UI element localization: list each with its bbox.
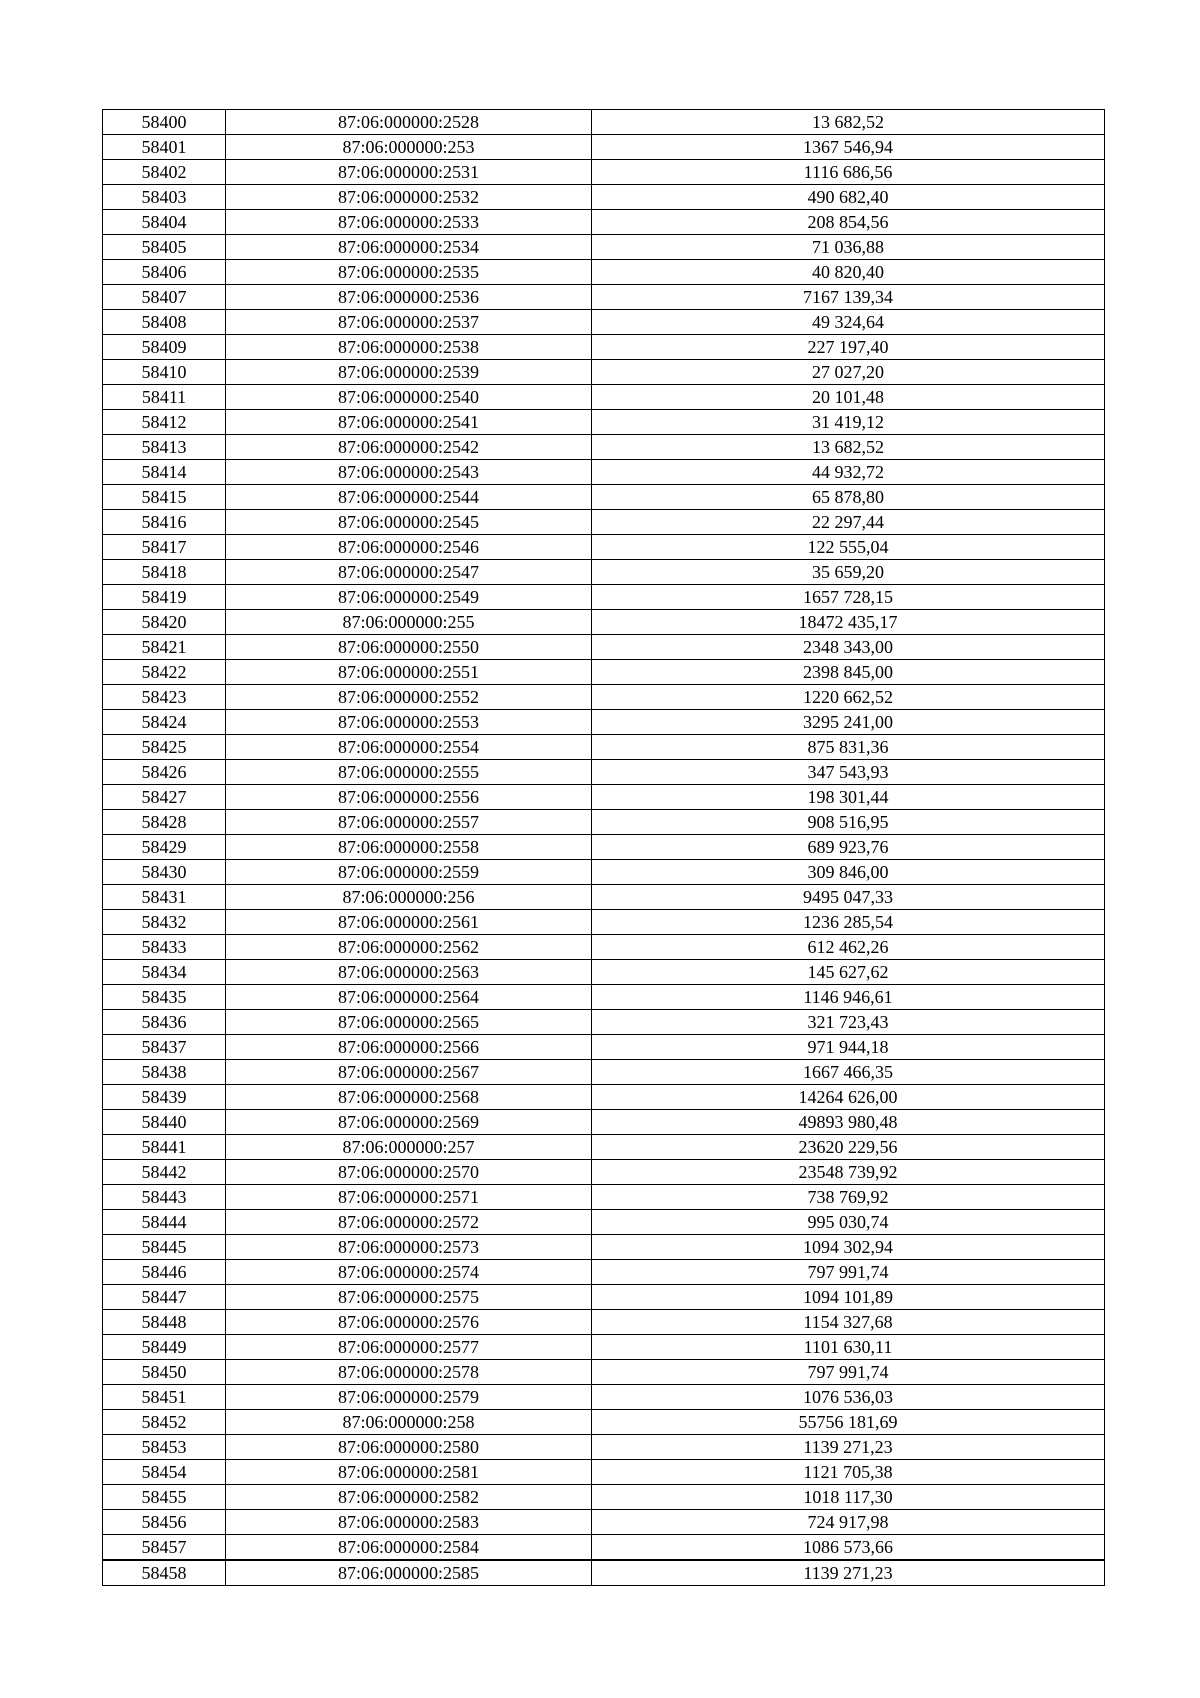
row-number-cell: 58450: [103, 1360, 226, 1385]
cadastral-number-cell: 87:06:000000:2568: [226, 1085, 592, 1110]
table-row: [103, 1360, 1105, 1385]
row-number-cell: 58415: [103, 485, 226, 510]
value-cell: 612 462,26: [592, 935, 1105, 960]
table-row: [103, 1210, 1105, 1235]
value-cell: 1667 466,35: [592, 1060, 1105, 1085]
value-cell: 1094 101,89: [592, 1285, 1105, 1310]
cadastral-number-cell: 87:06:000000:2553: [226, 710, 592, 735]
row-number-cell: 58442: [103, 1160, 226, 1185]
row-number-cell: 58409: [103, 335, 226, 360]
cadastral-number-cell: 87:06:000000:2557: [226, 810, 592, 835]
table-row: [103, 760, 1105, 785]
value-cell: 9495 047,33: [592, 885, 1105, 910]
cadastral-number-cell: 87:06:000000:2583: [226, 1510, 592, 1535]
cadastral-number-cell: 87:06:000000:2545: [226, 510, 592, 535]
row-number-cell: 58440: [103, 1110, 226, 1135]
row-number-cell: 58412: [103, 410, 226, 435]
value-cell: 1121 705,38: [592, 1460, 1105, 1485]
row-number-cell: 58426: [103, 760, 226, 785]
row-number-cell: 58444: [103, 1210, 226, 1235]
cadastral-number-cell: 87:06:000000:2578: [226, 1360, 592, 1385]
row-number-cell: 58449: [103, 1335, 226, 1360]
table-row: [103, 435, 1105, 460]
cadastral-number-cell: 87:06:000000:2540: [226, 385, 592, 410]
cadastral-number-cell: 87:06:000000:2556: [226, 785, 592, 810]
row-number-cell: 58418: [103, 560, 226, 585]
cadastral-number-cell: 87:06:000000:2576: [226, 1310, 592, 1335]
value-cell: 27 027,20: [592, 360, 1105, 385]
row-number-cell: 58436: [103, 1010, 226, 1035]
table-row: [103, 1560, 1105, 1586]
table-row: [103, 110, 1105, 135]
value-cell: 1367 546,94: [592, 135, 1105, 160]
row-number-cell: 58446: [103, 1260, 226, 1285]
row-number-cell: 58439: [103, 1085, 226, 1110]
table-row: [103, 735, 1105, 760]
row-number-cell: 58430: [103, 860, 226, 885]
table-row: [103, 135, 1105, 160]
row-number-cell: 58454: [103, 1460, 226, 1485]
cadastral-number-cell: 87:06:000000:2579: [226, 1385, 592, 1410]
cadastral-number-cell: 87:06:000000:256: [226, 885, 592, 910]
table-row: [103, 1260, 1105, 1285]
cadastral-number-cell: 87:06:000000:2555: [226, 760, 592, 785]
value-cell: 2398 845,00: [592, 660, 1105, 685]
table-body: [103, 110, 1105, 1586]
cadastral-number-cell: 87:06:000000:2534: [226, 235, 592, 260]
cadastral-number-cell: 87:06:000000:2565: [226, 1010, 592, 1035]
value-cell: 724 917,98: [592, 1510, 1105, 1535]
value-cell: 31 419,12: [592, 410, 1105, 435]
table-row: [103, 485, 1105, 510]
table-row: [103, 610, 1105, 635]
table-row: [103, 410, 1105, 435]
cadastral-number-cell: 87:06:000000:2541: [226, 410, 592, 435]
data-table: [102, 109, 1105, 1586]
row-number-cell: 58422: [103, 660, 226, 685]
value-cell: 7167 139,34: [592, 285, 1105, 310]
value-cell: 1146 946,61: [592, 985, 1105, 1010]
cadastral-number-cell: 87:06:000000:2536: [226, 285, 592, 310]
cadastral-number-cell: 87:06:000000:2549: [226, 585, 592, 610]
table-row: [103, 335, 1105, 360]
table-row: [103, 360, 1105, 385]
table-row: [103, 810, 1105, 835]
row-number-cell: 58431: [103, 885, 226, 910]
value-cell: 347 543,93: [592, 760, 1105, 785]
value-cell: 738 769,92: [592, 1185, 1105, 1210]
cadastral-number-cell: 87:06:000000:2542: [226, 435, 592, 460]
value-cell: 1236 285,54: [592, 910, 1105, 935]
value-cell: 227 197,40: [592, 335, 1105, 360]
row-number-cell: 58414: [103, 460, 226, 485]
value-cell: 1076 536,03: [592, 1385, 1105, 1410]
value-cell: 1220 662,52: [592, 685, 1105, 710]
cadastral-number-cell: 87:06:000000:2569: [226, 1110, 592, 1135]
row-number-cell: 58447: [103, 1285, 226, 1310]
cadastral-number-cell: 87:06:000000:2558: [226, 835, 592, 860]
table-row: [103, 510, 1105, 535]
row-number-cell: 58407: [103, 285, 226, 310]
value-cell: 1139 271,23: [592, 1435, 1105, 1460]
table-row: [103, 235, 1105, 260]
table-row: [103, 310, 1105, 335]
table-row: [103, 910, 1105, 935]
cadastral-number-cell: 87:06:000000:2574: [226, 1260, 592, 1285]
value-cell: 908 516,95: [592, 810, 1105, 835]
cadastral-number-cell: 87:06:000000:2570: [226, 1160, 592, 1185]
value-cell: 49 324,64: [592, 310, 1105, 335]
cadastral-number-cell: 87:06:000000:2561: [226, 910, 592, 935]
cadastral-number-cell: 87:06:000000:2539: [226, 360, 592, 385]
table-row: [103, 1185, 1105, 1210]
value-cell: 1154 327,68: [592, 1310, 1105, 1335]
value-cell: 13 682,52: [592, 110, 1105, 135]
cadastral-number-cell: 87:06:000000:2537: [226, 310, 592, 335]
value-cell: 23620 229,56: [592, 1135, 1105, 1160]
value-cell: 1116 686,56: [592, 160, 1105, 185]
row-number-cell: 58410: [103, 360, 226, 385]
row-number-cell: 58420: [103, 610, 226, 635]
table-row: [103, 560, 1105, 585]
value-cell: 689 923,76: [592, 835, 1105, 860]
table-row: [103, 1035, 1105, 1060]
cadastral-number-cell: 87:06:000000:2563: [226, 960, 592, 985]
value-cell: 13 682,52: [592, 435, 1105, 460]
cadastral-number-cell: 87:06:000000:2572: [226, 1210, 592, 1235]
row-number-cell: 58432: [103, 910, 226, 935]
table-row: [103, 1535, 1105, 1561]
row-number-cell: 58429: [103, 835, 226, 860]
value-cell: 208 854,56: [592, 210, 1105, 235]
row-number-cell: 58417: [103, 535, 226, 560]
row-number-cell: 58455: [103, 1485, 226, 1510]
cadastral-number-cell: 87:06:000000:2575: [226, 1285, 592, 1310]
row-number-cell: 58405: [103, 235, 226, 260]
table-row: [103, 1335, 1105, 1360]
cadastral-number-cell: 87:06:000000:2582: [226, 1485, 592, 1510]
value-cell: 14264 626,00: [592, 1085, 1105, 1110]
table-row: [103, 210, 1105, 235]
cadastral-number-cell: 87:06:000000:2546: [226, 535, 592, 560]
row-number-cell: 58421: [103, 635, 226, 660]
value-cell: 20 101,48: [592, 385, 1105, 410]
cadastral-number-cell: 87:06:000000:2573: [226, 1235, 592, 1260]
row-number-cell: 58408: [103, 310, 226, 335]
table-row: [103, 1485, 1105, 1510]
table-row: [103, 785, 1105, 810]
cadastral-number-cell: 87:06:000000:2571: [226, 1185, 592, 1210]
cadastral-number-cell: 87:06:000000:2584: [226, 1535, 592, 1561]
value-cell: 22 297,44: [592, 510, 1105, 535]
value-cell: 23548 739,92: [592, 1160, 1105, 1185]
cadastral-number-cell: 87:06:000000:2581: [226, 1460, 592, 1485]
row-number-cell: 58456: [103, 1510, 226, 1535]
row-number-cell: 58452: [103, 1410, 226, 1435]
table-row: [103, 685, 1105, 710]
table-row: [103, 1410, 1105, 1435]
table-row: [103, 1385, 1105, 1410]
row-number-cell: 58416: [103, 510, 226, 535]
row-number-cell: 58451: [103, 1385, 226, 1410]
value-cell: 44 932,72: [592, 460, 1105, 485]
table-row: [103, 660, 1105, 685]
row-number-cell: 58403: [103, 185, 226, 210]
row-number-cell: 58445: [103, 1235, 226, 1260]
value-cell: 321 723,43: [592, 1010, 1105, 1035]
cadastral-number-cell: 87:06:000000:2566: [226, 1035, 592, 1060]
table-row: [103, 635, 1105, 660]
table-row: [103, 1435, 1105, 1460]
value-cell: 145 627,62: [592, 960, 1105, 985]
table-row: [103, 1085, 1105, 1110]
table-row: [103, 160, 1105, 185]
cadastral-number-cell: 87:06:000000:2559: [226, 860, 592, 885]
row-number-cell: 58438: [103, 1060, 226, 1085]
value-cell: 875 831,36: [592, 735, 1105, 760]
value-cell: 18472 435,17: [592, 610, 1105, 635]
row-number-cell: 58448: [103, 1310, 226, 1335]
table-row: [103, 1460, 1105, 1485]
value-cell: 797 991,74: [592, 1260, 1105, 1285]
row-number-cell: 58437: [103, 1035, 226, 1060]
table-row: [103, 535, 1105, 560]
row-number-cell: 58441: [103, 1135, 226, 1160]
cadastral-number-cell: 87:06:000000:2544: [226, 485, 592, 510]
table-row: [103, 1235, 1105, 1260]
row-number-cell: 58423: [103, 685, 226, 710]
table-row: [103, 1110, 1105, 1135]
row-number-cell: 58406: [103, 260, 226, 285]
table-row: [103, 1135, 1105, 1160]
value-cell: 2348 343,00: [592, 635, 1105, 660]
table-row: [103, 1285, 1105, 1310]
cadastral-number-cell: 87:06:000000:2577: [226, 1335, 592, 1360]
value-cell: 35 659,20: [592, 560, 1105, 585]
cadastral-number-cell: 87:06:000000:2562: [226, 935, 592, 960]
value-cell: 49893 980,48: [592, 1110, 1105, 1135]
row-number-cell: 58435: [103, 985, 226, 1010]
value-cell: 797 991,74: [592, 1360, 1105, 1385]
cadastral-number-cell: 87:06:000000:2564: [226, 985, 592, 1010]
row-number-cell: 58402: [103, 160, 226, 185]
table-row: [103, 460, 1105, 485]
table-row: [103, 710, 1105, 735]
cadastral-number-cell: 87:06:000000:2551: [226, 660, 592, 685]
value-cell: 55756 181,69: [592, 1410, 1105, 1435]
row-number-cell: 58404: [103, 210, 226, 235]
table-row: [103, 985, 1105, 1010]
row-number-cell: 58428: [103, 810, 226, 835]
table-row: [103, 260, 1105, 285]
cadastral-number-cell: 87:06:000000:2528: [226, 110, 592, 135]
cadastral-number-cell: 87:06:000000:258: [226, 1410, 592, 1435]
cadastral-number-cell: 87:06:000000:2535: [226, 260, 592, 285]
cadastral-number-cell: 87:06:000000:2550: [226, 635, 592, 660]
table-row: [103, 1310, 1105, 1335]
row-number-cell: 58411: [103, 385, 226, 410]
cadastral-number-cell: 87:06:000000:253: [226, 135, 592, 160]
value-cell: 122 555,04: [592, 535, 1105, 560]
table-row: [103, 960, 1105, 985]
value-cell: 1657 728,15: [592, 585, 1105, 610]
cadastral-number-cell: 87:06:000000:255: [226, 610, 592, 635]
table-row: [103, 385, 1105, 410]
value-cell: 1018 117,30: [592, 1485, 1105, 1510]
table-row: [103, 935, 1105, 960]
row-number-cell: 58401: [103, 135, 226, 160]
row-number-cell: 58458: [103, 1560, 226, 1586]
row-number-cell: 58425: [103, 735, 226, 760]
value-cell: 40 820,40: [592, 260, 1105, 285]
table-row: [103, 1160, 1105, 1185]
row-number-cell: 58424: [103, 710, 226, 735]
value-cell: 995 030,74: [592, 1210, 1105, 1235]
value-cell: 71 036,88: [592, 235, 1105, 260]
table-row: [103, 185, 1105, 210]
value-cell: 1101 630,11: [592, 1335, 1105, 1360]
row-number-cell: 58457: [103, 1535, 226, 1561]
cadastral-number-cell: 87:06:000000:2532: [226, 185, 592, 210]
row-number-cell: 58434: [103, 960, 226, 985]
row-number-cell: 58443: [103, 1185, 226, 1210]
value-cell: 1094 302,94: [592, 1235, 1105, 1260]
table-row: [103, 1510, 1105, 1535]
cadastral-number-cell: 87:06:000000:257: [226, 1135, 592, 1160]
cadastral-number-cell: 87:06:000000:2554: [226, 735, 592, 760]
row-number-cell: 58453: [103, 1435, 226, 1460]
value-cell: 309 846,00: [592, 860, 1105, 885]
cadastral-number-cell: 87:06:000000:2543: [226, 460, 592, 485]
row-number-cell: 58400: [103, 110, 226, 135]
cadastral-number-cell: 87:06:000000:2585: [226, 1560, 592, 1586]
value-cell: 3295 241,00: [592, 710, 1105, 735]
value-cell: 65 878,80: [592, 485, 1105, 510]
value-cell: 198 301,44: [592, 785, 1105, 810]
value-cell: 971 944,18: [592, 1035, 1105, 1060]
row-number-cell: 58433: [103, 935, 226, 960]
value-cell: 1139 271,23: [592, 1560, 1105, 1586]
cadastral-number-cell: 87:06:000000:2547: [226, 560, 592, 585]
cadastral-number-cell: 87:06:000000:2533: [226, 210, 592, 235]
table-row: [103, 835, 1105, 860]
cadastral-number-cell: 87:06:000000:2580: [226, 1435, 592, 1460]
table-row: [103, 285, 1105, 310]
row-number-cell: 58413: [103, 435, 226, 460]
value-cell: 1086 573,66: [592, 1535, 1105, 1561]
row-number-cell: 58419: [103, 585, 226, 610]
value-cell: 490 682,40: [592, 185, 1105, 210]
row-number-cell: 58427: [103, 785, 226, 810]
cadastral-number-cell: 87:06:000000:2538: [226, 335, 592, 360]
table-row: [103, 860, 1105, 885]
cadastral-number-cell: 87:06:000000:2531: [226, 160, 592, 185]
cadastral-number-cell: 87:06:000000:2552: [226, 685, 592, 710]
table-row: [103, 1060, 1105, 1085]
table-row: [103, 1010, 1105, 1035]
table-row: [103, 585, 1105, 610]
table-row: [103, 885, 1105, 910]
cadastral-number-cell: 87:06:000000:2567: [226, 1060, 592, 1085]
